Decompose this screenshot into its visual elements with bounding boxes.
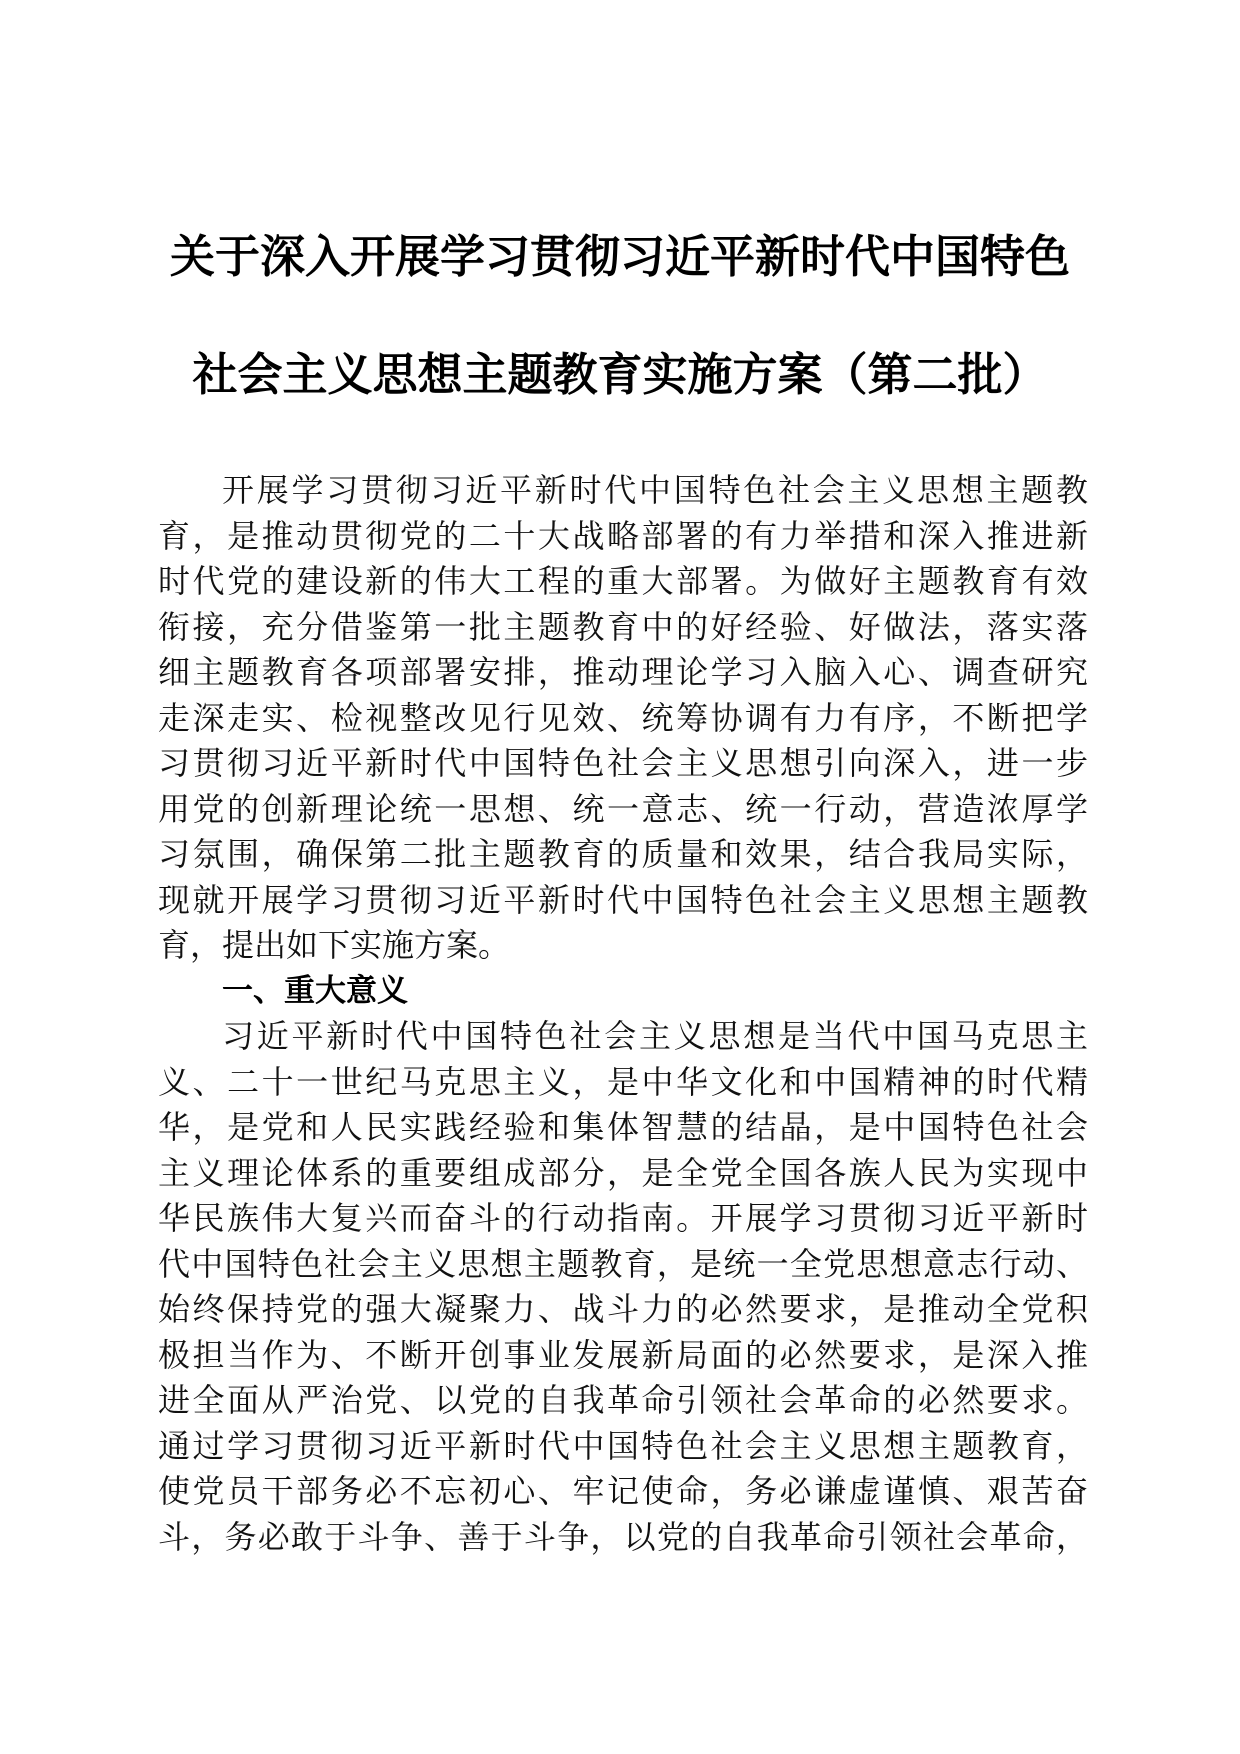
paragraph-line: 时代党的建设新的伟大工程的重大部署。为做好主题教育有效 — [158, 562, 1088, 600]
paragraph-line: 用党的创新理论统一思想、统一意志、统一行动，营造浓厚学 — [158, 789, 1088, 828]
paragraph-line: 使党员干部务必不忘初心、牢记使命，务必谦虚谨慎、艰苦奋 — [158, 1472, 1088, 1510]
paragraph-line: 代中国特色社会主义思想主题教育，是统一全党思想意志行动、 — [158, 1244, 1088, 1283]
paragraph-line: 华民族伟大复兴而奋斗的行动指南。开展学习贯彻习近平新时 — [158, 1199, 1088, 1237]
document-title-line-2: 社会主义思想主题教育实施方案（第二批） — [192, 348, 1048, 401]
paragraph-line: 育，提出如下实施方案。 — [158, 926, 511, 964]
paragraph-line: 育，是推动贯彻党的二十大战略部署的有力举措和深入推进新 — [158, 516, 1088, 555]
paragraph-line: 衔接，充分借鉴第一批主题教育中的好经验、好做法，落实落 — [158, 607, 1088, 646]
paragraph-line: 现就开展学习贯彻习近平新时代中国特色社会主义思想主题教 — [158, 880, 1088, 919]
paragraph-line: 义、二十一世纪马克思主义，是中华文化和中国精神的时代精 — [158, 1062, 1088, 1101]
document-title-line-1: 关于深入开展学习贯彻习近平新时代中国特色 — [169, 230, 1070, 283]
paragraph-line: 华，是党和人民实践经验和集体智慧的结晶，是中国特色社会 — [158, 1108, 1088, 1146]
paragraph-line: 进全面从严治党、以党的自我革命引领社会革命的必然要求。 — [158, 1381, 1088, 1419]
section-1-paragraph — [158, 1014, 1088, 1560]
paragraph-line: 细主题教育各项部署安排，推动理论学习入脑入心、调查研究 — [158, 653, 1088, 691]
paragraph-line: 习贯彻习近平新时代中国特色社会主义思想引向深入，进一步 — [158, 744, 1088, 782]
paragraph-line: 习氛围，确保第二批主题教育的质量和效果，结合我局实际， — [158, 835, 1088, 873]
paragraph-line: 开展学习贯彻习近平新时代中国特色社会主义思想主题教 — [222, 471, 1088, 509]
intro-paragraph — [158, 468, 1088, 969]
paragraph-line: 斗，务必敢于斗争、善于斗争，以党的自我革命引领社会革命， — [158, 1517, 1088, 1556]
document-body — [158, 468, 1088, 1560]
paragraph-line: 习近平新时代中国特色社会主义思想是当代中国马克思主 — [222, 1017, 1088, 1055]
paragraph-line: 极担当作为、不断开创事业发展新局面的必然要求，是深入推 — [158, 1335, 1088, 1374]
paragraph-line: 走深走实、检视整改见行见效、统筹协调有力有序，不断把学 — [158, 698, 1088, 737]
paragraph-line: 通过学习贯彻习近平新时代中国特色社会主义思想主题教育， — [158, 1426, 1088, 1465]
paragraph-line: 主义理论体系的重要组成部分，是全党全国各族人民为实现中 — [158, 1153, 1088, 1192]
section-heading: 一、重大意义 — [222, 972, 408, 1009]
paragraph-line: 始终保持党的强大凝聚力、战斗力的必然要求，是推动全党积 — [158, 1290, 1088, 1328]
